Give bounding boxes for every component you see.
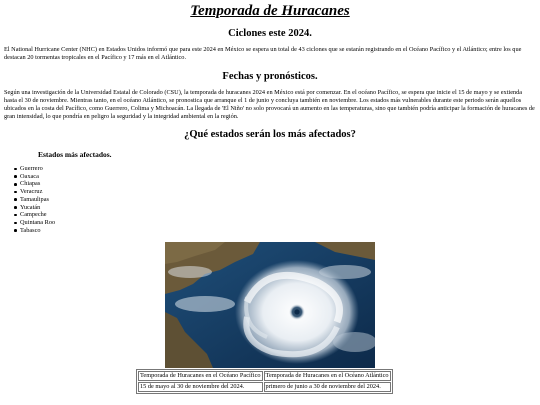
- hurricane-eye-center: [295, 310, 300, 315]
- table-cell: primero de junio a 30 de noviembre del 2024.: [264, 382, 391, 392]
- bullet-icon: [14, 229, 17, 232]
- list-item: Oaxaca: [20, 173, 55, 181]
- paragraph-fechas: Según una investigación de la Universidad Estatal de Colorado (CSU), la temporada de huracanes 2024 en México está por comenzar. En el océano Pacífico, se espera que inicie el 15 de mayo y se extienda hasta el 30 de noviembre. Mientras tanto, en el océano Atlántico, se pronostica que arranque el 1 de junio y concluya también en noviembre. Los estados más vulnerables durante este periodo serán aquellos ubicados en la costa del Pacífico, como Guerrero, Colima y Michoacán. La llegada de 'El Niño' no solo provocará un aumento en las temperaturas, sino que también podría anticipar la formación de huracanes de gran intensidad, lo que pondría en peligro la seguridad y la integridad ambiental en la región.: [4, 89, 535, 120]
- bullet-icon: [14, 222, 17, 225]
- hurricane-satellite-image: [165, 242, 375, 368]
- page-title: Temporada de Huracanes: [190, 3, 350, 19]
- bullet-icon: [14, 175, 17, 178]
- bullet-icon: [14, 183, 17, 186]
- list-item: Chiapas: [20, 180, 55, 188]
- bullet-icon: [14, 168, 17, 171]
- states-list: [20, 165, 55, 234]
- list-item: Guerrero: [20, 165, 55, 173]
- bullet-icon: [14, 191, 17, 194]
- bullet-icon: [14, 198, 17, 201]
- list-item: Campeche: [20, 211, 55, 219]
- list-item: Quintana Roo: [20, 219, 55, 227]
- cloud-band: [168, 266, 212, 278]
- table-header-cell: Temporada de Huracanes en el Océano Atlántico: [265, 372, 389, 379]
- bullet-icon: [14, 214, 17, 217]
- list-item: Tabasco: [20, 227, 55, 235]
- section-heading-fechas: Fechas y pronósticos.: [222, 71, 318, 82]
- section-heading-ciclones: Ciclones este 2024.: [228, 28, 312, 39]
- table-header-cell: Temporada de Huracanes en el Océano Pacífico: [140, 372, 261, 379]
- table-row: [138, 371, 391, 381]
- list-item: Yucatán: [20, 204, 55, 212]
- section-heading-estados: ¿Qué estados serán los más afectados?: [184, 129, 356, 140]
- paragraph-ciclones: El National Hurricane Center (NHC) en Estados Unidos informó que para este 2024 en México se espera un total de 43 ciclones que se estarán registrando en el Océano Pacífico y el Atlántico; entre los que destacan 20 tormentas tropicales en el Pacífico y 17 más en el Atlántico.: [4, 46, 522, 61]
- table-row: [138, 382, 391, 392]
- cloud-band: [175, 296, 235, 312]
- bullet-icon: [14, 206, 17, 209]
- table-cell: 15 de mayo al 30 de noviembre del 2024.: [138, 382, 263, 392]
- list-heading: Estados más afectados.: [38, 150, 112, 159]
- list-item: Veracruz: [20, 188, 55, 196]
- hurricane-season-table: [136, 369, 393, 394]
- list-item: Tamaulipas: [20, 196, 55, 204]
